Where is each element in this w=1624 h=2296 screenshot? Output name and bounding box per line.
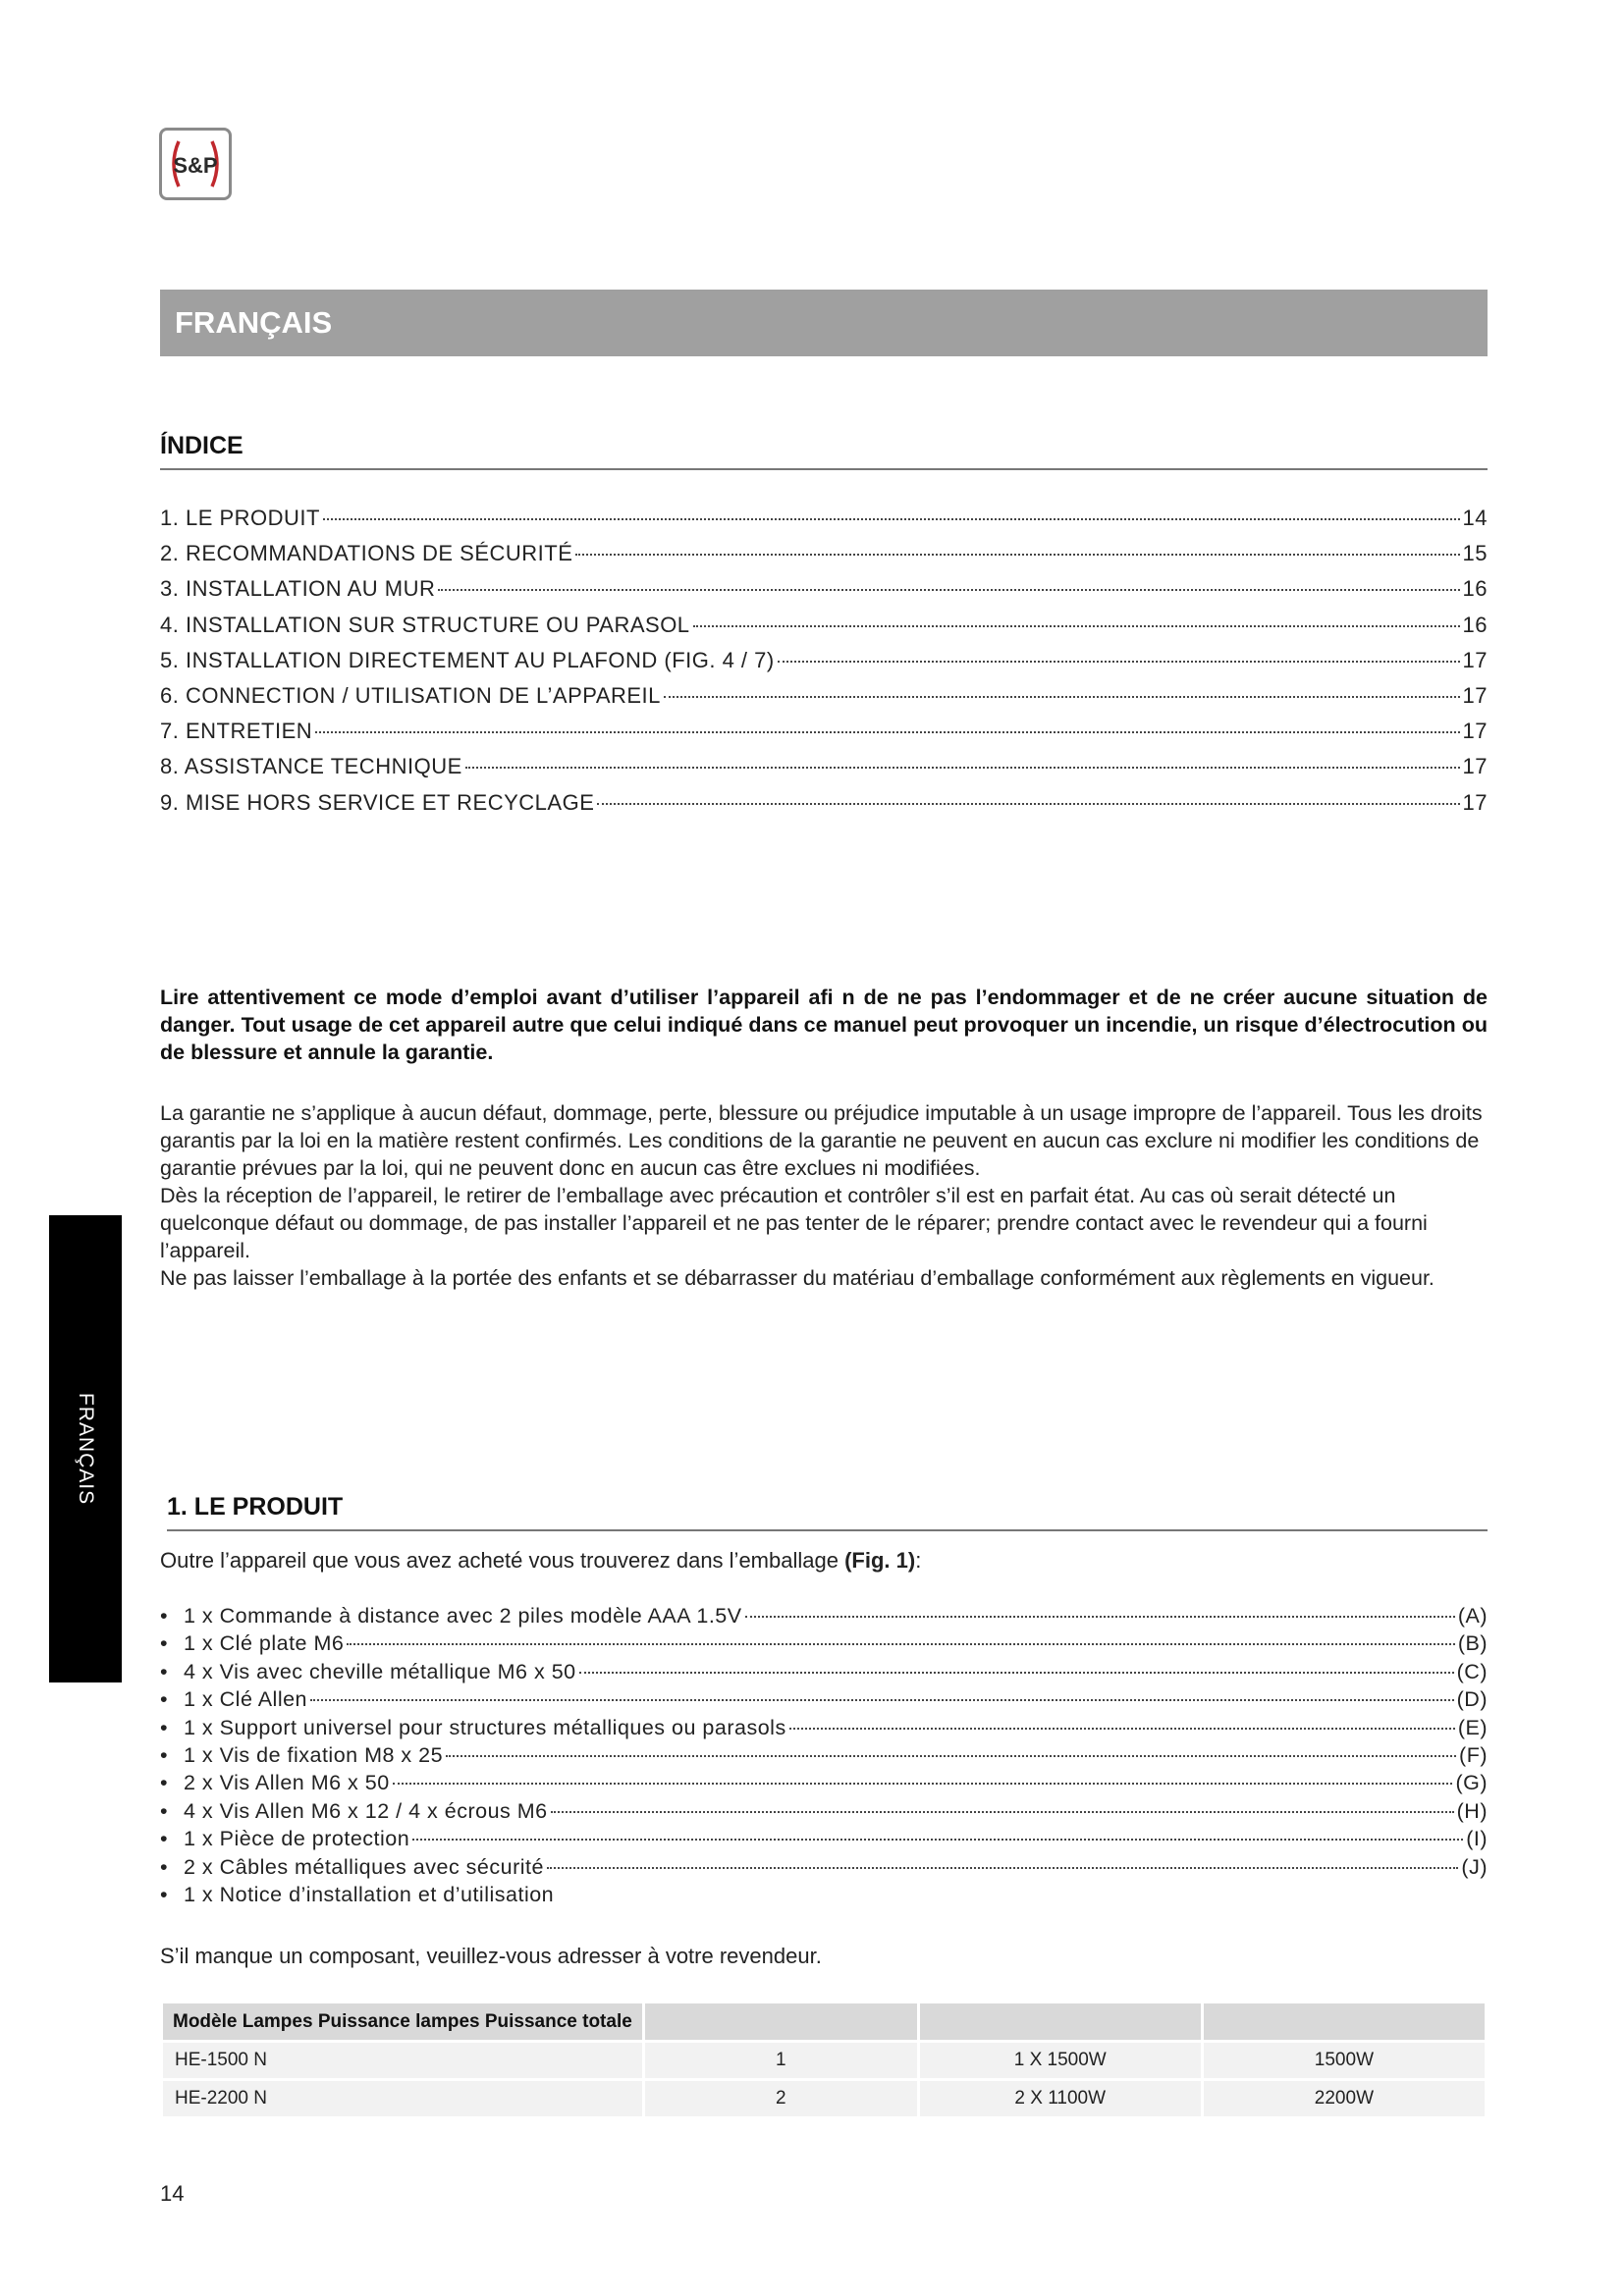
toc-item[interactable] <box>160 683 1488 719</box>
toc-item[interactable] <box>160 754 1488 789</box>
dot-leader <box>446 1755 1456 1757</box>
dot-leader <box>575 554 1459 556</box>
page-number: 14 <box>160 2181 185 2206</box>
item-ref: (F) <box>1459 1742 1488 1767</box>
toc-item-label: 6. CONNECTION / UTILISATION DE L’APPAREIL <box>160 682 661 708</box>
toc-item-page: 17 <box>1462 682 1488 708</box>
table-header-empty <box>1204 2003 1485 2040</box>
item-ref: (I) <box>1466 1827 1488 1851</box>
table-cell-total-power: 2200W <box>1204 2081 1485 2116</box>
dot-leader <box>579 1672 1454 1674</box>
dot-leader <box>551 1811 1454 1813</box>
toc-item-page: 17 <box>1462 789 1488 815</box>
dot-leader <box>315 731 1459 733</box>
list-item <box>160 1743 1488 1771</box>
dot-leader <box>693 625 1460 627</box>
reception-paragraph: Dès la réception de l’appareil, le retirer de l’emballage avec précaution et contrôler s’il est en parfait état. Au cas où serait détecté un quelconque défaut ou dommage, de pas installer l’appareil et ne pas tenter de le réparer; prendre contact avec le revendeur qui a fourni l’appareil. <box>160 1184 1428 1262</box>
bullet-icon: • <box>160 1798 169 1823</box>
item-ref: (H) <box>1456 1798 1488 1823</box>
table-row <box>163 2081 1485 2116</box>
dot-leader <box>393 1783 1453 1785</box>
toc-item-label: 5. INSTALLATION DIRECTEMENT AU PLAFOND (FIG. 4 / 7) <box>160 647 775 672</box>
bullet-icon: • <box>160 1659 169 1683</box>
list-item <box>160 1604 1488 1631</box>
dot-leader <box>323 518 1460 520</box>
sp-logo-icon <box>165 133 226 194</box>
list-item <box>160 1687 1488 1715</box>
toc-item[interactable] <box>160 613 1488 648</box>
sp-logo <box>159 128 232 200</box>
bullet-icon: • <box>160 1882 169 1906</box>
table-of-contents <box>160 506 1488 826</box>
side-language-tab <box>49 1215 122 1682</box>
toc-item-page: 15 <box>1462 541 1488 566</box>
toc-item-label: 4. INSTALLATION SUR STRUCTURE OU PARASOL <box>160 612 690 637</box>
toc-item-label: 9. MISE HORS SERVICE ET RECYCLAGE <box>160 789 595 815</box>
item-text: 2 x Câbles métalliques avec sécurité <box>184 1854 544 1879</box>
item-ref: (A) <box>1457 1604 1488 1628</box>
figure-reference: (Fig. 1) <box>844 1548 916 1573</box>
product-intro <box>160 1548 921 1574</box>
table-header-empty <box>920 2003 1201 2040</box>
dot-leader <box>438 589 1459 591</box>
item-text: 1 x Pièce de protection <box>184 1827 410 1851</box>
missing-component-note: S’il manque un composant, veuillez-vous adresser à votre revendeur. <box>160 1944 822 1968</box>
table-cell-model: HE-1500 N <box>163 2043 642 2078</box>
dot-leader <box>310 1699 1454 1701</box>
item-text: 1 x Support universel pour structures métalliques ou parasols <box>184 1715 786 1739</box>
toc-item-page: 17 <box>1462 719 1488 744</box>
dot-leader <box>412 1839 1463 1841</box>
list-item <box>160 1631 1488 1659</box>
toc-item[interactable] <box>160 719 1488 754</box>
table-header: Modèle Lampes Puissance lampes Puissance totale <box>163 2003 642 2040</box>
item-text: 1 x Clé Allen <box>184 1687 308 1712</box>
list-item <box>160 1827 1488 1854</box>
dot-leader <box>597 803 1459 805</box>
bullet-icon: • <box>160 1771 169 1795</box>
language-banner: FRANÇAIS <box>160 290 1488 356</box>
bullet-icon: • <box>160 1687 169 1712</box>
item-text: 1 x Notice d’installation et d’utilisation <box>184 1882 555 1906</box>
safety-warning: Lire attentivement ce mode d’emploi avant d’utiliser l’appareil afi n de ne pas l’endommager et de ne créer aucune situation de danger. Tout usage de cet appareil autre que celui indiqué dans ce manuel peut provoquer un incendie, un risque d’électrocution ou de blessure et annule la garantie. <box>160 986 1488 1064</box>
toc-item-page: 17 <box>1462 647 1488 672</box>
intro-end: : <box>915 1548 922 1573</box>
list-item <box>160 1799 1488 1827</box>
item-ref: (C) <box>1456 1659 1488 1683</box>
item-text: 1 x Commande à distance avec 2 piles modèle AAA 1.5V <box>184 1604 742 1628</box>
bullet-icon: • <box>160 1742 169 1767</box>
toc-item[interactable] <box>160 648 1488 683</box>
bullet-icon: • <box>160 1604 169 1628</box>
dot-leader <box>789 1728 1455 1730</box>
toc-item-page: 16 <box>1462 612 1488 637</box>
item-ref: (D) <box>1456 1687 1488 1712</box>
table-cell-model: HE-2200 N <box>163 2081 642 2116</box>
table-row <box>163 2043 1485 2078</box>
table-cell-lamp-power: 1 X 1500W <box>920 2043 1201 2078</box>
table-header-empty <box>645 2003 917 2040</box>
toc-item-label: 2. RECOMMANDATIONS DE SÉCURITÉ <box>160 541 573 566</box>
bullet-icon: • <box>160 1854 169 1879</box>
dot-leader <box>347 1643 1454 1645</box>
warranty-text <box>160 1099 1488 1292</box>
table-cell-lamp-power: 2 X 1100W <box>920 2081 1201 2116</box>
bullet-icon: • <box>160 1715 169 1739</box>
dot-leader <box>465 767 1460 769</box>
item-ref: (B) <box>1457 1631 1488 1656</box>
logo-text: S&P <box>173 153 218 178</box>
models-table <box>160 2001 1488 2119</box>
item-text: 1 x Clé plate M6 <box>184 1631 345 1656</box>
dot-leader <box>745 1616 1455 1618</box>
table-header-row <box>163 2003 1485 2040</box>
list-item <box>160 1771 1488 1798</box>
toc-item-page: 17 <box>1462 754 1488 779</box>
toc-item-page: 16 <box>1462 576 1488 602</box>
item-text: 4 x Vis Allen M6 x 12 / 4 x écrous M6 <box>184 1798 548 1823</box>
toc-item[interactable] <box>160 576 1488 612</box>
toc-heading: ÍNDICE <box>160 432 1488 470</box>
table-cell-lamps: 1 <box>645 2043 917 2078</box>
item-ref: (G) <box>1455 1771 1488 1795</box>
bullet-icon: • <box>160 1631 169 1656</box>
item-text: 2 x Vis Allen M6 x 50 <box>184 1771 390 1795</box>
packaging-paragraph: Ne pas laisser l’emballage à la portée des enfants et se débarrasser du matériau d’emballage conformément aux règlements en vigueur. <box>160 1266 1435 1290</box>
list-item <box>160 1716 1488 1743</box>
item-text: 4 x Vis avec cheville métallique M6 x 50 <box>184 1659 576 1683</box>
product-heading: 1. LE PRODUIT <box>167 1493 1488 1531</box>
bullet-icon: • <box>160 1827 169 1851</box>
side-tab-label: FRANÇAIS <box>75 1392 97 1506</box>
toc-item-label: 7. ENTRETIEN <box>160 719 313 744</box>
list-item <box>160 1883 1488 1910</box>
item-ref: (E) <box>1457 1715 1488 1739</box>
toc-item-label: 8. ASSISTANCE TECHNIQUE <box>160 754 462 779</box>
toc-item-label: 3. INSTALLATION AU MUR <box>160 576 436 602</box>
list-item <box>160 1855 1488 1883</box>
table-cell-lamps: 2 <box>645 2081 917 2116</box>
intro-text: Outre l’appareil que vous avez acheté vous trouverez dans l’emballage <box>160 1548 845 1573</box>
toc-item-label: 1. LE PRODUIT <box>160 506 320 530</box>
list-item <box>160 1660 1488 1687</box>
item-text: 1 x Vis de fixation M8 x 25 <box>184 1742 444 1767</box>
toc-item[interactable] <box>160 506 1488 541</box>
warranty-paragraph: La garantie ne s’applique à aucun défaut, dommage, perte, blessure ou préjudice imputable à un usage impropre de l’appareil. Tous les droits garantis par la loi en la matière restent confirmés. Les conditions de la garantie ne peuvent en aucun cas exclure ni modifier les conditions de garantie prévues par la loi, qui ne peuvent donc en aucun cas être exclues ni modifiées. <box>160 1101 1483 1180</box>
toc-item-page: 14 <box>1462 506 1488 530</box>
toc-item[interactable] <box>160 541 1488 576</box>
dot-leader <box>778 661 1460 663</box>
dot-leader <box>547 1867 1458 1869</box>
table-cell-total-power: 1500W <box>1204 2043 1485 2078</box>
toc-item[interactable] <box>160 790 1488 826</box>
package-contents-list <box>160 1604 1488 1910</box>
dot-leader <box>664 696 1460 698</box>
item-ref: (J) <box>1461 1854 1488 1879</box>
